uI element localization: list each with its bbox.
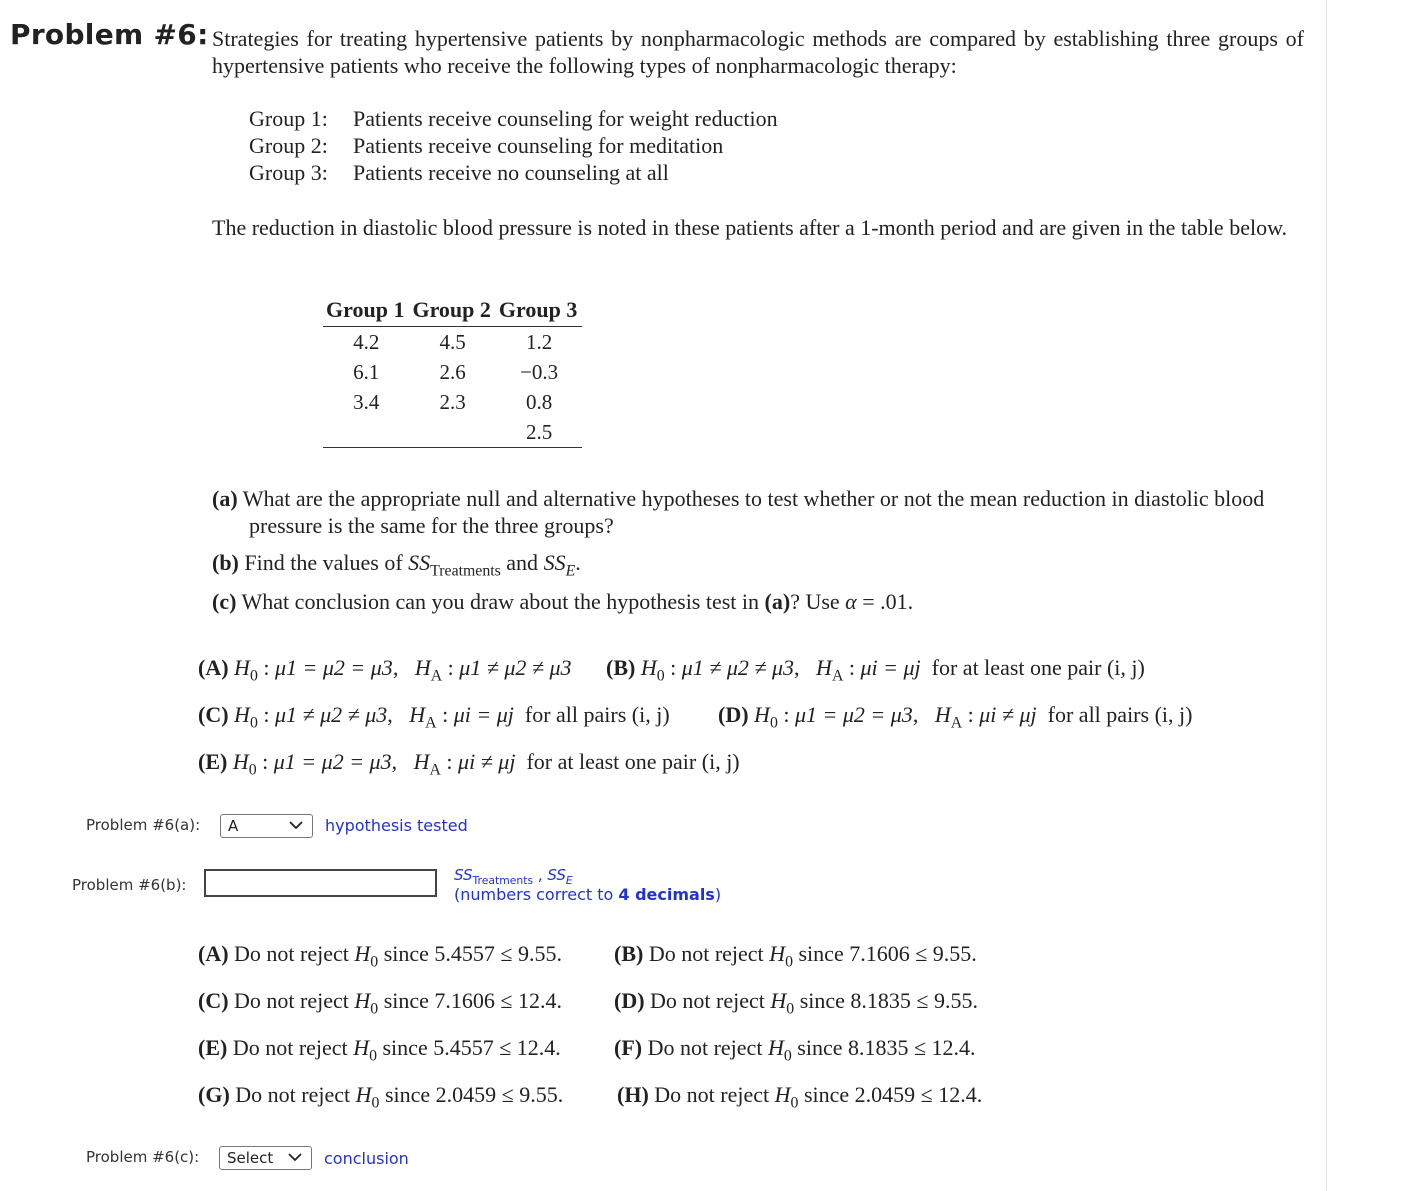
option-label: (A)	[198, 941, 229, 966]
table-cell: −0.3	[520, 359, 559, 384]
question-b-label: (b)	[212, 550, 239, 575]
table-row	[323, 327, 582, 358]
option-since: since 8.1835 ≤ 9.55.	[799, 988, 978, 1013]
option-text: Do not reject	[234, 988, 349, 1013]
ha-expression: μi = μj	[860, 655, 921, 680]
table-cell: 2.3	[439, 389, 466, 414]
table-header-row	[323, 296, 582, 327]
sse-sub: E	[565, 562, 576, 580]
group-list	[249, 105, 778, 186]
answer-b-hint-symbols	[454, 866, 573, 887]
question-b-end: .	[575, 550, 581, 575]
question-c	[212, 588, 913, 615]
question-b	[212, 549, 581, 584]
conclusion-option: (B) Do not reject $H_0$ since 7.1606 ≤ 9.55.	[614, 941, 977, 971]
question-a-text: What are the appropriate null and alternative hypotheses to test whether or not the mean reduction in diastolic blood pressure is the same for the three groups?	[242, 486, 1265, 538]
option-text: Do not reject	[648, 941, 764, 966]
answer-c-label: Problem #6(c):	[86, 1148, 200, 1166]
group-row	[249, 159, 778, 186]
option-suffix: for all pairs (i, j)	[1047, 702, 1193, 727]
group-desc: Patients receive counseling for meditation	[353, 133, 724, 158]
group-desc: Patients receive no counseling at all	[353, 160, 669, 185]
table-cell: 0.8	[526, 389, 553, 414]
table-cell: 2.6	[439, 359, 466, 384]
table-cell	[323, 417, 409, 448]
option-text: Do not reject	[650, 988, 765, 1013]
ss-treatments-symbol: SS	[408, 550, 431, 575]
h0-symbol: H	[769, 941, 786, 966]
option-label: (D)	[718, 702, 749, 727]
option-text: Do not reject	[647, 1035, 763, 1060]
table-header: Group 1	[323, 296, 409, 327]
answer-b-input[interactable]	[204, 869, 437, 897]
option-label: (H)	[617, 1082, 649, 1107]
hypothesis-option-b: (B) $H_0$ : μ1 ≠ μ2 ≠ μ3, $H_A$ : μi = μj for at least one pair (i, j)	[606, 655, 1145, 685]
hypothesis-option-d: (D) $H_0$ : μ1 = μ2 = μ3, $H_A$ : μi ≠ μj for all pairs (i, j)	[718, 702, 1193, 732]
h0-symbol: H	[767, 1035, 784, 1060]
option-text: Do not reject	[235, 1082, 351, 1107]
problem-title: Problem #6:	[10, 18, 209, 51]
option-text: Do not reject	[232, 1035, 348, 1060]
ha-expression: μ1 ≠ μ2 ≠ μ3	[459, 655, 572, 680]
group-row	[249, 132, 778, 159]
h0-expression: μ1 ≠ μ2 ≠ μ3	[274, 702, 388, 727]
chevron-down-icon	[287, 1149, 303, 1165]
conclusion-option: (A) Do not reject $H_0$ since 5.4557 ≤ 9.55.	[198, 941, 562, 971]
answer-b-hint-precision	[454, 885, 721, 904]
group-row	[249, 105, 778, 132]
table-row	[323, 417, 582, 448]
option-since: since 2.0459 ≤ 12.4.	[803, 1082, 983, 1107]
h0-expression: μ1 = μ2 = μ3	[274, 655, 393, 680]
table-row	[323, 357, 582, 387]
option-label: (C)	[198, 988, 229, 1013]
h0-expression: μ1 ≠ μ2 ≠ μ3	[681, 655, 795, 680]
table-intro: The reduction in diastolic blood pressure is noted in these patients after a 1-month period and are given in the table below.	[212, 215, 1288, 240]
answer-a-hint: hypothesis tested	[325, 816, 468, 835]
option-since: since 8.1835 ≤ 12.4.	[797, 1035, 976, 1060]
h0-symbol: H	[774, 1082, 791, 1107]
option-label: (E)	[198, 749, 228, 774]
question-b-pre: Find the values of	[244, 550, 409, 575]
hypothesis-option-c: (C) $H_0$ : μ1 ≠ μ2 ≠ μ3, $H_A$ : μi = μj for all pairs (i, j)	[198, 702, 670, 732]
sse-symbol: SS	[543, 550, 566, 575]
option-since: since 7.1606 ≤ 9.55.	[798, 941, 977, 966]
alpha-symbol: α	[845, 589, 857, 614]
ha-expression: μi = μj	[453, 702, 514, 727]
option-text: Do not reject	[234, 941, 349, 966]
answer-c-hint: conclusion	[324, 1149, 409, 1168]
group-key: Group 2:	[249, 133, 328, 158]
table-header: Group 2	[409, 296, 495, 327]
question-c-ref: (a)	[764, 589, 791, 614]
option-label: (A)	[198, 655, 229, 680]
question-a	[212, 485, 1304, 539]
hypothesis-option-e: (E) $H_0$ : μ1 = μ2 = μ3, $H_A$ : μi ≠ μj for at least one pair (i, j)	[198, 749, 740, 779]
ha-expression: μi ≠ μj	[458, 749, 516, 774]
table-cell	[409, 417, 495, 448]
conclusion-option: (G) Do not reject $H_0$ since 2.0459 ≤ 9.55.	[198, 1082, 564, 1112]
option-label: (B)	[606, 655, 636, 680]
option-since: since 5.4557 ≤ 12.4.	[382, 1035, 561, 1060]
table-row	[323, 387, 582, 417]
answer-c-select[interactable]	[219, 1146, 312, 1170]
h0-symbol: H	[355, 1082, 372, 1107]
table-cell: 4.5	[439, 329, 466, 354]
h0-expression: μ1 = μ2 = μ3	[273, 749, 392, 774]
h0-symbol: H	[353, 1035, 370, 1060]
h0-expression: μ1 = μ2 = μ3	[794, 702, 913, 727]
table-cell: 3.4	[353, 389, 380, 414]
answer-a-selected-value: A	[228, 817, 239, 835]
hypothesis-option-a: (A) $H_0$ : μ1 = μ2 = μ3, $H_A$ : μ1 ≠ μ2 ≠ μ3	[198, 655, 572, 685]
conclusion-option: (D) Do not reject $H_0$ since 8.1835 ≤ 9.55.	[614, 988, 978, 1018]
question-c-tail: ? Use	[790, 589, 846, 614]
answer-a-select[interactable]	[220, 814, 313, 838]
table-cell: 2.5	[496, 417, 582, 448]
option-suffix: for at least one pair (i, j)	[526, 749, 740, 774]
conclusion-option: (C) Do not reject $H_0$ since 7.1606 ≤ 12.4.	[198, 988, 562, 1018]
h0-symbol: H	[770, 988, 787, 1013]
data-table	[323, 296, 582, 448]
group-key: Group 1:	[249, 106, 328, 131]
table-cell: 1.2	[526, 329, 553, 354]
question-b-and: and	[500, 550, 544, 575]
table-cell: 4.2	[353, 329, 380, 354]
answer-b-label: Problem #6(b):	[72, 876, 187, 894]
option-since: since 2.0459 ≤ 9.55.	[384, 1082, 564, 1107]
conclusion-option: (E) Do not reject $H_0$ since 5.4557 ≤ 12.4.	[198, 1035, 561, 1065]
option-label: (C)	[198, 702, 229, 727]
hint-ss: SS	[547, 866, 566, 884]
page-right-border	[1326, 0, 1327, 1191]
answer-c-selected-value: Select	[227, 1149, 274, 1167]
option-suffix: for all pairs (i, j)	[524, 702, 670, 727]
option-label: (G)	[198, 1082, 230, 1107]
hint-text: (numbers correct to	[454, 885, 619, 904]
group-desc: Patients receive counseling for weight reduction	[353, 106, 778, 131]
chevron-down-icon	[288, 817, 304, 833]
hint-sub: E	[565, 874, 573, 887]
problem-intro: Strategies for treating hypertensive patients by nonpharmacologic methods are compared by establishing three groups of hypertensive patients who receive the following types of nonpharmacologic therapy:	[212, 26, 1304, 78]
option-label: (F)	[614, 1035, 643, 1060]
option-since: since 7.1606 ≤ 12.4.	[383, 988, 562, 1013]
h0-symbol: H	[354, 941, 371, 966]
option-label: (E)	[198, 1035, 228, 1060]
conclusion-option: (F) Do not reject $H_0$ since 8.1835 ≤ 12.4.	[614, 1035, 976, 1065]
question-c-text: What conclusion can you draw about the hypothesis test in	[241, 589, 765, 614]
option-label: (D)	[614, 988, 645, 1013]
answer-a-label: Problem #6(a):	[86, 816, 201, 834]
group-key: Group 3:	[249, 160, 328, 185]
option-suffix: for at least one pair (i, j)	[931, 655, 1145, 680]
hint-bold: 4 decimals	[618, 885, 715, 904]
h0-symbol: H	[354, 988, 371, 1013]
conclusion-option: (H) Do not reject $H_0$ since 2.0459 ≤ 12.4.	[617, 1082, 983, 1112]
option-label: (B)	[614, 941, 644, 966]
hint-sub: Treatments	[472, 874, 534, 887]
ha-expression: μi ≠ μj	[979, 702, 1037, 727]
hint-sep: ,	[533, 866, 548, 884]
table-header: Group 3	[496, 296, 582, 327]
question-c-label: (c)	[212, 589, 237, 614]
table-cell: 6.1	[353, 359, 380, 384]
ss-treatments-sub: Treatments	[430, 562, 501, 580]
option-since: since 5.4557 ≤ 9.55.	[383, 941, 562, 966]
question-c-val: = .01.	[856, 589, 914, 614]
hint-text: )	[714, 885, 722, 904]
option-text: Do not reject	[654, 1082, 770, 1107]
hint-ss: SS	[454, 866, 473, 884]
question-a-label: (a)	[212, 486, 238, 511]
